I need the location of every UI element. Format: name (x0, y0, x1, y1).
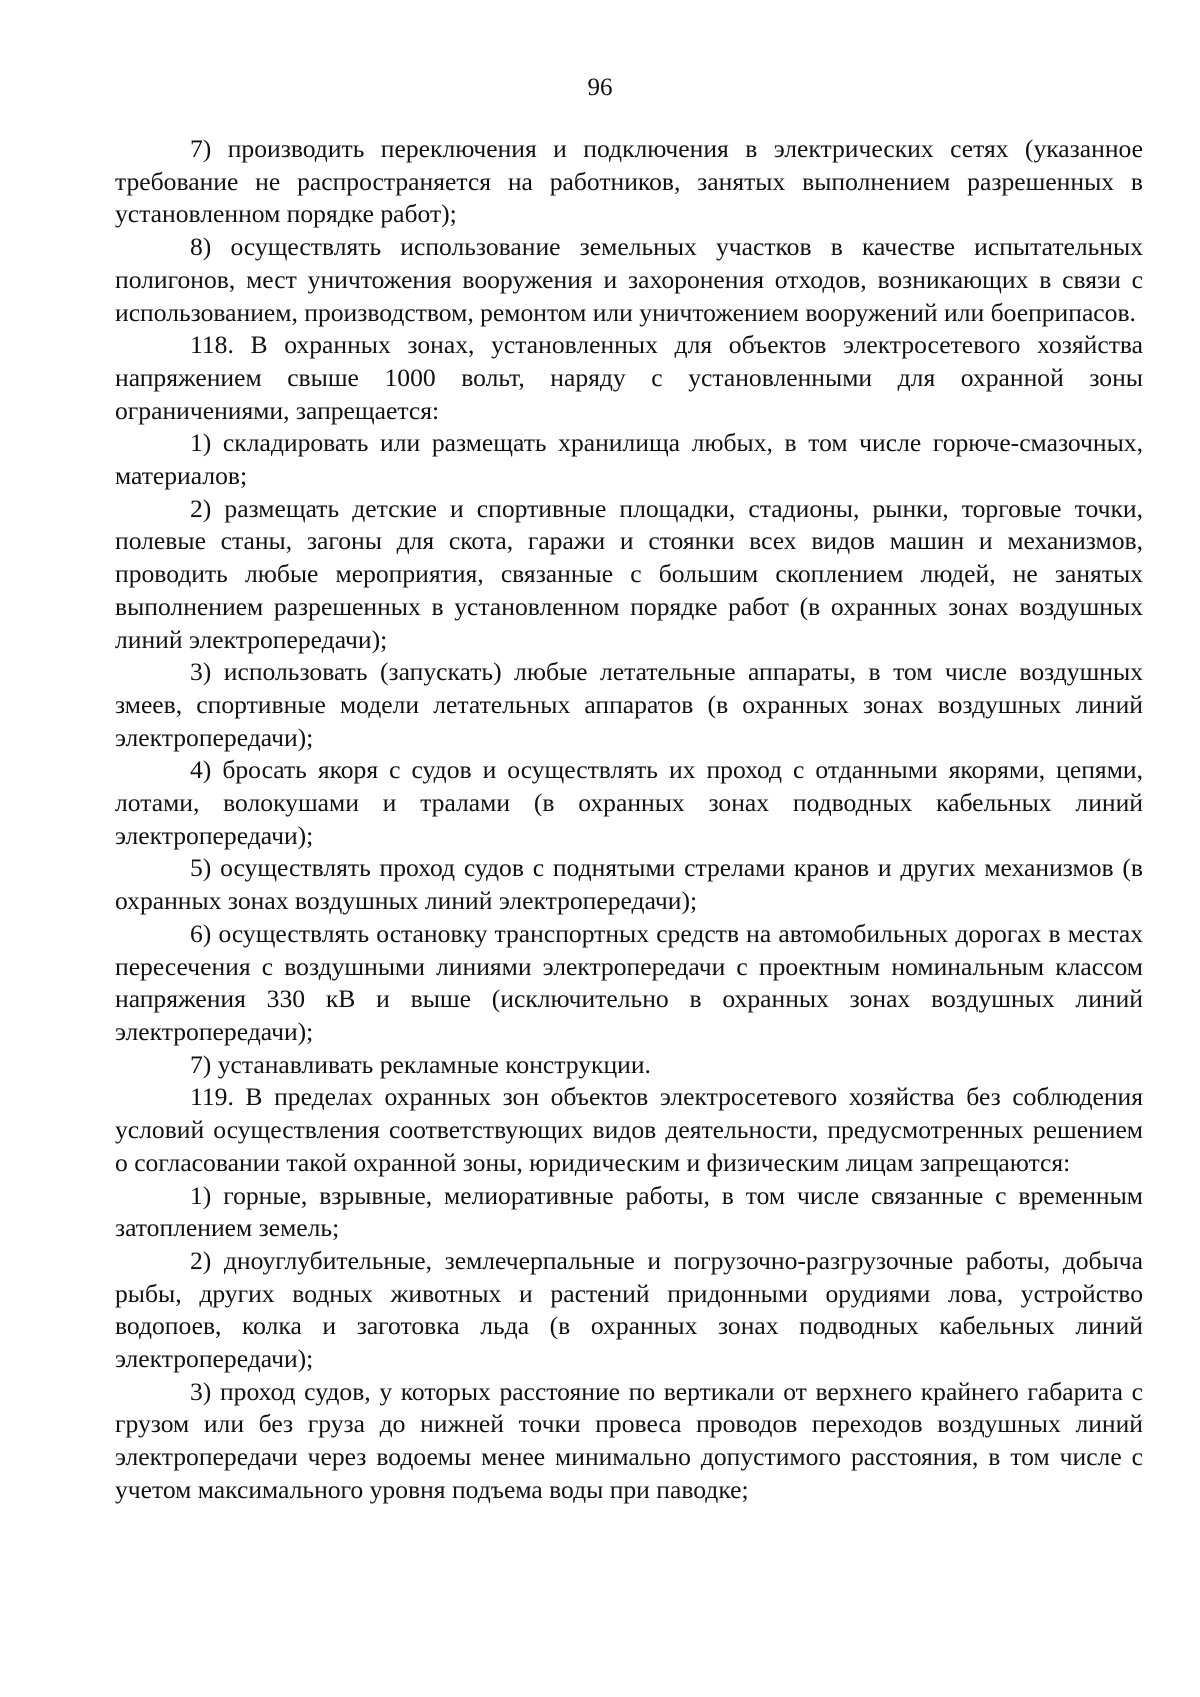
paragraph-119-item-2: 2) дноуглубительные, землечерпальные и погрузочно-разгрузочные работы, добыча рыбы, других водных животных и растений придонными орудиями лова, устройство водопоев, колка и заготовка льда (в охранных зонах подводных кабельных линий электропередачи); (115, 1245, 1143, 1374)
paragraph-118-item-1: 1) складировать или размещать хранилища любых, в том числе горюче-смазочных, материалов; (115, 428, 1143, 491)
paragraph-118-item-7: 7) устанавливать рекламные конструкции. (190, 1049, 651, 1079)
page-number: 96 (587, 74, 613, 101)
paragraph-clause-119: 119. В пределах охранных зон объектов электросетевого хозяйства без соблюдения условий осуществления соответствующих видов деятельности, предусмотренных решением о согласовании такой охранной зоны, юридическим и физическим лицам запрещаются: (115, 1082, 1143, 1177)
body-text (115, 133, 1143, 1507)
paragraph-clause-118: 118. В охранных зонах, установленных для объектов электросетевого хозяйства напряжением свыше 1000 вольт, наряду с установленными для охранной зоны ограничениями, запрещается: (115, 330, 1143, 425)
paragraph-118-item-5: 5) осуществлять проход судов с поднятыми стрелами кранов и других механизмов (в охранных зонах воздушных линий электропередачи); (115, 853, 1143, 916)
paragraph-118-item-4: 4) бросать якоря с судов и осуществлять их проход с отданными якорями, цепями, лотами, волокушами и тралами (в охранных зонах подводных кабельных линий электропередачи); (115, 755, 1143, 850)
paragraph-item-8-land-use: 8) осуществлять использование земельных участков в качестве испытательных полигонов, мест уничтожения вооружения и захоронения отходов, возникающих в связи с использованием, производством, ремонтом или уничтожением вооружений или боеприпасов. (115, 232, 1143, 327)
paragraph-118-item-2: 2) размещать детские и спортивные площадки, стадионы, рынки, торговые точки, полевые станы, загоны для скота, гаражи и стоянки всех видов машин и механизмов, проводить любые мероприятия, связанные с большим скоплением людей, не занятых выполнением разрешенных в установленном порядке работ (в охранных зонах воздушных линий электропередачи); (115, 493, 1143, 654)
paragraph-119-item-3: 3) проход судов, у которых расстояние по вертикали от верхнего крайнего габарита с грузом или без груза до нижней точки провеса проводов переходов воздушных линий электропередачи через водоемы менее минимально допустимого расстояния, в том числе с учетом максимального уровня подъема воды при паводке; (115, 1376, 1143, 1504)
paragraph-118-item-3: 3) использовать (запускать) любые летательные аппараты, в том числе воздушных змеев, спортивные модели летательных аппаратов (в охранных зонах воздушных линий электропередачи); (115, 657, 1143, 752)
paragraph-118-item-6: 6) осуществлять остановку транспортных средств на автомобильных дорогах в местах пересечения с воздушными линиями электропередачи с проектным номинальным классом напряжения 330 кВ и выше (исключительно в охранных зонах воздушных линий электропередачи); (115, 918, 1143, 1046)
paragraph-119-item-1: 1) горные, взрывные, мелиоративные работы, в том числе связанные с временным затоплением земель; (115, 1180, 1143, 1243)
paragraph-item-7-switching: 7) производить переключения и подключения в электрических сетях (указанное требование не распространяется на работников, занятых выполнением разрешенных в установленном порядке работ); (115, 134, 1143, 229)
